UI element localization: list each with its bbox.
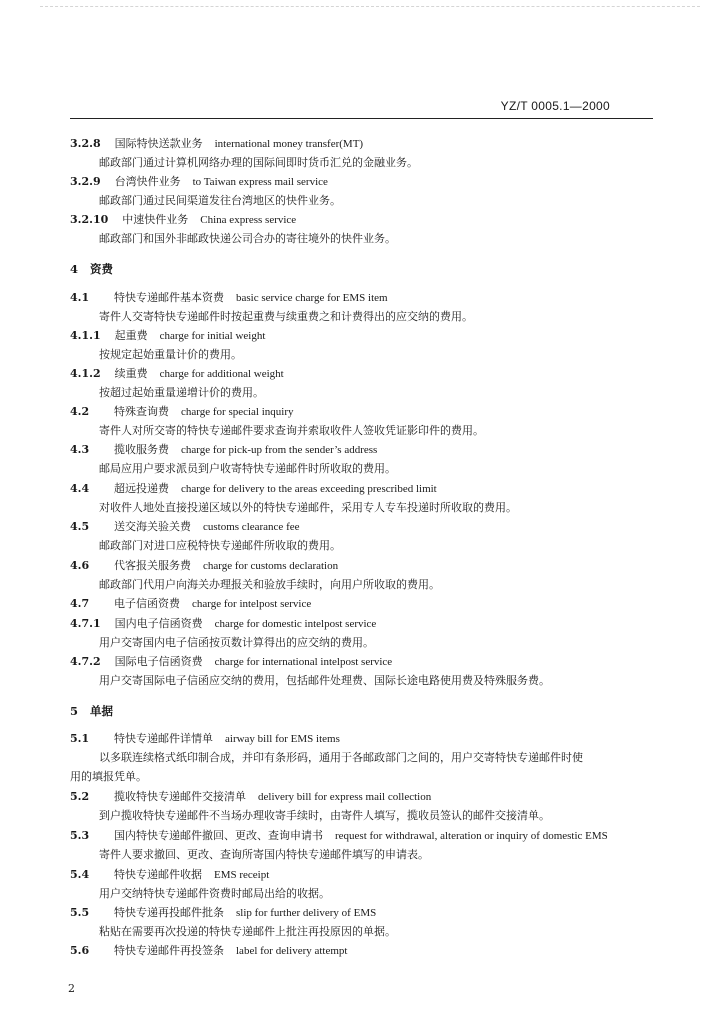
term-en: charge for pick-up from the sender’s address	[181, 444, 378, 456]
term-zh: 送交海关验关费	[114, 520, 191, 533]
definition: 对收件人地处直接投递区域以外的特快专递邮件，采用专人专车投递时所收取的费用。	[99, 501, 517, 514]
term-en: international money transfer(MT)	[214, 138, 364, 150]
page-header: YZ/T 0005.1—2000	[500, 99, 610, 113]
term-zh: 台湾快件业务	[114, 175, 181, 188]
clause-number: 4.1	[70, 291, 90, 304]
definition: 用户交寄国际电子信函应交纳的费用，包括邮件处理费、国际长途电路使用费及特殊服务费。	[99, 674, 550, 687]
scan-artifact	[40, 6, 700, 8]
term-4-7	[70, 597, 660, 611]
term-en: EMS receipt	[214, 869, 270, 881]
term-5-2	[70, 790, 660, 804]
clause-number: 3.2.8	[70, 137, 101, 150]
term-en: charge for international intelpost service	[214, 656, 393, 668]
term-zh: 电子信函资费	[114, 597, 180, 610]
clause-number: 4.7.1	[70, 617, 101, 630]
term-4-1-1	[70, 329, 660, 343]
section-number: 5	[70, 704, 79, 718]
header-divider	[70, 118, 653, 119]
term-en: charge for delivery to the areas exceeding prescribed limit	[181, 483, 437, 495]
definition: 寄件人要求撤回、更改、查询所寄国内特快专递邮件填写的申请表。	[99, 848, 429, 861]
term-zh: 特快专递邮件收据	[114, 868, 202, 881]
definition: 邮局应用户要求派员到户收寄特快专递邮件时所收取的费用。	[99, 462, 396, 475]
section-heading-4	[70, 262, 660, 276]
term-4-6	[70, 559, 660, 573]
term-zh: 代客报关服务费	[114, 559, 191, 572]
definition: 用户交寄国内电子信函按页数计算得出的应交纳的费用。	[99, 636, 374, 649]
term-zh: 续重费	[114, 367, 148, 380]
term-zh: 超远投递费	[114, 482, 169, 495]
term-5-3	[70, 829, 660, 843]
clause-number: 4.6	[70, 559, 90, 572]
term-4-4	[70, 482, 660, 496]
term-zh: 国内特快专递邮件撤回、更改、查询申请书	[114, 829, 323, 842]
term-zh: 中速快件业务	[122, 213, 189, 226]
definition: 到户揽收特快专递邮件不当场办理收寄手续时，由寄件人填写，揽收员签认的邮件交接清单。	[99, 809, 550, 822]
definition: 按规定起始重量计价的费用。	[99, 348, 242, 361]
clause-number: 3.2.10	[70, 213, 109, 226]
section-heading-5	[70, 704, 660, 718]
term-5-4	[70, 868, 660, 882]
term-zh: 特殊查询费	[114, 405, 169, 418]
clause-number: 4.4	[70, 482, 90, 495]
definition: 邮政部门和国外非邮政快递公司合办的寄往境外的快件业务。	[99, 232, 396, 245]
definition: 以多联连续格式纸印制合成，并印有条形码，通用于各邮政部门之间的，用户交寄特快专递邮件时使	[99, 751, 583, 764]
term-zh: 国际特快送款业务	[114, 137, 203, 150]
term-en: airway bill for EMS items	[225, 733, 340, 745]
term-4-7-1	[70, 617, 660, 631]
term-4-1-2	[70, 367, 660, 381]
term-en: basic service charge for EMS item	[236, 292, 388, 304]
term-zh: 特快专递邮件详情单	[114, 732, 213, 745]
clause-number: 5.2	[70, 790, 90, 803]
clause-number: 5.4	[70, 868, 90, 881]
clause-number: 5.6	[70, 944, 90, 957]
term-3-2-10	[70, 213, 660, 227]
term-en: China express service	[200, 214, 297, 226]
term-en: customs clearance fee	[203, 521, 300, 533]
clause-number: 4.7.2	[70, 655, 101, 668]
definition: 邮政部门通过计算机网络办理的国际间即时货币汇兑的金融业务。	[99, 156, 418, 169]
clause-number: 4.5	[70, 520, 90, 533]
definition: 邮政部门通过民间渠道发往台湾地区的快件业务。	[99, 194, 341, 207]
clause-number: 3.2.9	[70, 175, 101, 188]
term-en: slip for further delivery of EMS	[236, 907, 377, 919]
term-3-2-8	[70, 137, 660, 151]
term-en: charge for initial weight	[159, 330, 266, 342]
term-zh: 特快专递再投邮件批条	[114, 906, 224, 919]
term-en: charge for customs declaration	[203, 560, 339, 572]
term-5-6	[70, 944, 660, 958]
term-en: request for withdrawal, alteration or inquiry of domestic EMS	[335, 830, 608, 842]
term-3-2-9	[70, 175, 660, 189]
definition: 粘贴在需要再次投递的特快专递邮件上批注再投原因的单据。	[99, 925, 396, 938]
section-number: 4	[70, 262, 79, 276]
term-4-1	[70, 291, 660, 305]
page-number: 2	[68, 982, 75, 995]
clause-number: 4.7	[70, 597, 90, 610]
clause-number: 5.3	[70, 829, 90, 842]
term-5-1	[70, 732, 660, 746]
definition: 邮政部门对进口应税特快专递邮件所收取的费用。	[99, 539, 341, 552]
term-zh: 国内电子信函资费	[114, 617, 203, 630]
term-4-5	[70, 520, 660, 534]
definition-continuation: 用的填报凭单。	[70, 770, 147, 783]
term-5-5	[70, 906, 660, 920]
term-4-2	[70, 405, 660, 419]
definition: 寄件人对所交寄的特快专递邮件要求查询并索取收件人签收凭证影印件的费用。	[99, 424, 484, 437]
term-en: charge for intelpost service	[192, 598, 312, 610]
definition: 寄件人交寄特快专递邮件时按起重费与续重费之和计费得出的应交纳的费用。	[99, 310, 473, 323]
definition: 邮政部门代用户向海关办理报关和验放手续时，向用户所收取的费用。	[99, 578, 440, 591]
term-zh: 揽收服务费	[114, 443, 169, 456]
clause-number: 4.1.2	[70, 367, 101, 380]
definition: 用户交纳特快专递邮件资费时邮局出给的收据。	[99, 887, 330, 900]
term-zh: 起重费	[114, 329, 148, 342]
term-en: to Taiwan express mail service	[192, 176, 328, 188]
clause-number: 4.3	[70, 443, 90, 456]
term-en: delivery bill for express mail collection	[258, 791, 432, 803]
clause-number: 4.2	[70, 405, 90, 418]
clause-number: 5.1	[70, 732, 90, 745]
term-en: charge for domestic intelpost service	[214, 618, 377, 630]
term-zh: 特快专递邮件基本资费	[114, 291, 224, 304]
term-en: charge for additional weight	[159, 368, 284, 380]
term-en: label for delivery attempt	[236, 945, 348, 957]
clause-number: 4.1.1	[70, 329, 101, 342]
definition: 按超过起始重量递增计价的费用。	[99, 386, 264, 399]
term-zh: 特快专递邮件再投签条	[114, 944, 224, 957]
term-en: charge for special inquiry	[181, 406, 294, 418]
term-zh: 国际电子信函资费	[114, 655, 203, 668]
term-zh: 揽收特快专递邮件交接清单	[114, 790, 246, 803]
section-title: 单据	[90, 704, 113, 718]
term-4-7-2	[70, 655, 660, 669]
section-title: 资费	[90, 262, 113, 276]
clause-number: 5.5	[70, 906, 90, 919]
term-4-3	[70, 443, 660, 457]
